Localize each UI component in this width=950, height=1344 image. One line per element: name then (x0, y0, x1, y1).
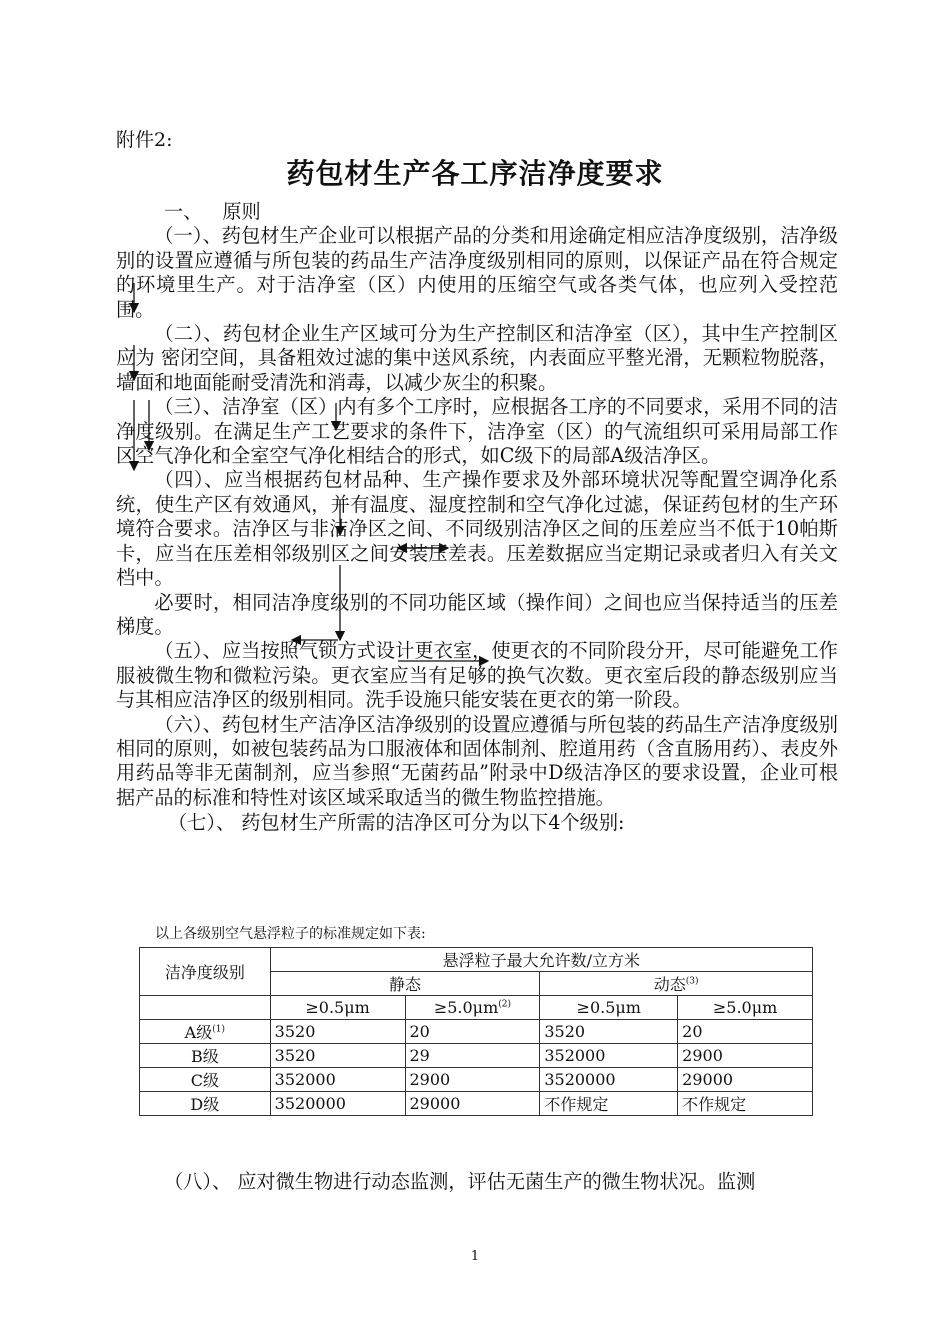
static-header: 静态 (270, 972, 540, 996)
value-cell: 20 (678, 1020, 813, 1044)
value-cell: 29 (405, 1044, 540, 1068)
value-cell: 20 (405, 1020, 540, 1044)
grade-cell: D级 (140, 1092, 271, 1116)
paragraph-7: （七）、 药包材生产所需的洁净区可分为以下4个级别: (168, 811, 625, 835)
paragraph-1: （一）、药包材生产企业可以根据产品的分类和用途确定相应洁净度级别，洁净级别的设置应遵循与所包装的药品生产洁净度级别相同的原则，以保证产品在符合规定的环境里生产。对于洁净室（区）内使用的压缩空气或各类气体，也应列入受控范围。 (116, 224, 838, 321)
value-cell: 29000 (678, 1068, 813, 1092)
table-note: 以上各级别空气悬浮粒子的标准规定如下表: (155, 926, 426, 942)
paragraph-3: （三）、洁净室（区）内有多个工序时，应根据各工序的不同要求，采用不同的洁净度级别。在满足生产工艺要求的条件下，洁净室（区）的气流组织可采用局部工作区空气净化和全室空气净化相结合的形式，如C级下的局部A级洁净区。 (116, 395, 838, 468)
value-cell: 2900 (678, 1044, 813, 1068)
paragraph-8: （八）、 应对微生物进行动态监测，评估无菌生产的微生物状况。监测 (164, 1170, 756, 1193)
size-header: ≥5.0μm (678, 996, 813, 1020)
document-title: 药包材生产各工序洁净度要求 (286, 157, 664, 190)
value-cell: 3520 (540, 1020, 678, 1044)
value-cell: 不作规定 (540, 1092, 678, 1116)
value-cell: 3520000 (270, 1092, 405, 1116)
section-label: 原则 (222, 200, 261, 223)
paragraph-4b: 必要时，相同洁净度级别的不同功能区域（操作间）之间也应当保持适当的压差梯度。 (116, 590, 838, 638)
paragraph-6: （六）、药包材生产洁净区洁净级别的设置应遵循与所包装的药品生产洁净度级别相同的原则，如被包装药品为口服液体和固体制剂、腔道用药（含直肠用药）、表皮外用药品等非无菌制剂，应当参照“无菌药品”附录中D级洁净区的要求设置，企业可根据产品的标准和特性对该区域采取适当的微生物监控措施。 (116, 712, 838, 809)
section-number: 一、 (164, 200, 203, 223)
grade-header: 洁净度级别 (140, 948, 271, 996)
paragraph-5: （五）、应当按照气锁方式设计更衣室，使更衣的不同阶段分开，尽可能避免工作服被微生物和微粒污染。更衣室应当有足够的换气次数。更衣室后段的静态级别应当与其相应洁净区的级别相同。洗手设施只能安装在更衣的第一阶段。 (116, 639, 838, 712)
value-cell: 3520 (270, 1020, 405, 1044)
grade-cell: A级$^{(1)}$ (140, 1020, 271, 1044)
grade-cell: B级 (140, 1044, 271, 1068)
size-header: ≥0.5μm (540, 996, 678, 1020)
grade-cell: C级 (140, 1068, 271, 1092)
group-header: 悬浮粒子最大允许数/立方米 (270, 948, 812, 972)
size-header: $\ge 5.0\mu m^{(2)}$ (405, 996, 540, 1020)
value-cell: 352000 (270, 1068, 405, 1092)
page-number: 1 (470, 1249, 480, 1264)
size-header: ≥0.5μm (270, 996, 405, 1020)
value-cell: 不作规定 (678, 1092, 813, 1116)
value-cell: 352000 (540, 1044, 678, 1068)
paragraph-4: （四）、应当根据药包材品种、生产操作要求及外部环境状况等配置空调净化系统，使生产区有效通风，并有温度、湿度控制和空气净化过滤，保证药包材的生产环境符合要求。洁净区与非洁净区之间、不同级别洁净区之间的压差应当不低于10帕斯卡，应当在压差相邻级别区之间安装压差表。压差数据应当定期记录或者归入有关文档中。 (116, 468, 838, 590)
attachment-label: 附件2: (116, 129, 173, 151)
value-cell: 3520 (270, 1044, 405, 1068)
dynamic-header: 动态$^{(3)}$ (540, 972, 813, 996)
value-cell: 3520000 (540, 1068, 678, 1092)
value-cell: 29000 (405, 1092, 540, 1116)
paragraph-2: （二）、药包材企业生产区域可分为生产控制区和洁净室（区），其中生产控制区应为 密闭空间，具备粗效过滤的集中送风系统，内表面应平整光滑，无颗粒物脱落，墙面和地面能耐受清洗和消毒，以减少灰尘的积聚。 (116, 322, 838, 394)
value-cell: 2900 (405, 1068, 540, 1092)
